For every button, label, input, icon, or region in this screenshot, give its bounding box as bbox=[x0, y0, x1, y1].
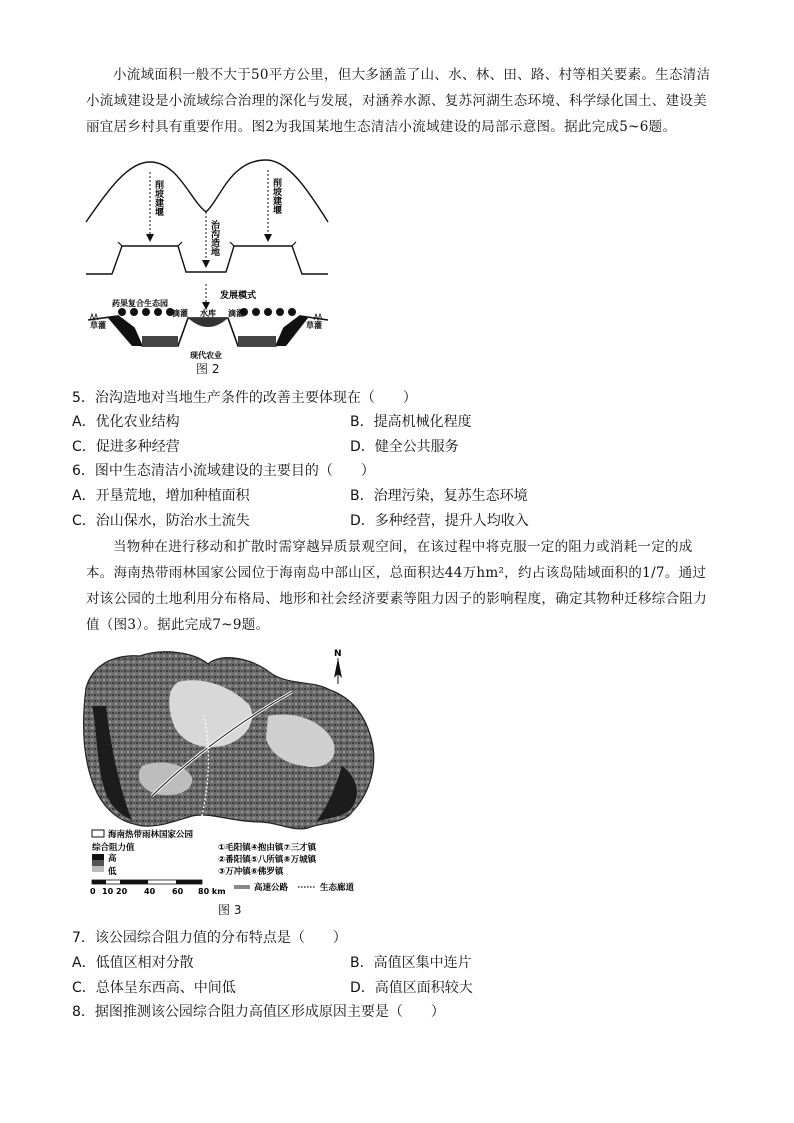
label-drip-bottom: 滴灌 bbox=[196, 329, 212, 338]
scale-tick-0: 0 bbox=[90, 887, 96, 896]
label-modern-agri: 现代农业 bbox=[190, 351, 222, 360]
q7-option-d[interactable]: D．高值区面积较大 bbox=[350, 980, 473, 996]
q7-option-b[interactable]: B．高值区集中连片 bbox=[350, 955, 472, 971]
question-7-stem: 7．该公园综合阻力值的分布特点是（ ） bbox=[72, 930, 347, 946]
label-shrub-left: 草灌 bbox=[90, 321, 106, 330]
scale-tick-2: 20 bbox=[116, 887, 128, 896]
label-cut-slope-left: 削坡建堰 bbox=[153, 180, 163, 216]
q6-option-a[interactable]: A．开垦荒地，增加种植面积 bbox=[72, 488, 250, 504]
label-gully-land: 治沟造地 bbox=[209, 220, 219, 256]
legend-resist-title: 综合阻力值 bbox=[92, 843, 135, 853]
figure-3-caption: 图 3 bbox=[218, 903, 242, 917]
label-drip-left: 滴灌 bbox=[172, 309, 188, 318]
q5-option-b[interactable]: B．提高机械化程度 bbox=[350, 414, 472, 430]
intro-passage-1: 小流域面积一般不大于50平方公里，但大多涵盖了山、水、林、田、路、村等相关要素。生态清洁小流域建设是小流域综合治理的深化与发展，对涵养水源、复苏河湖生态环境、科学绿化国土、建设美丽宜居乡村具有重要作用。图2为我国某地生态清洁小流域建设的局部示意图。据此完成5~6题。 bbox=[86, 67, 711, 135]
north-label: N bbox=[334, 649, 342, 659]
figure-2-caption: 图 2 bbox=[196, 362, 220, 376]
legend-corridor: 生态廊道 bbox=[320, 883, 355, 893]
question-5-stem: 5．治沟造地对当地生产条件的改善主要体现在（ ） bbox=[72, 390, 417, 406]
scale-tick-4: 60 bbox=[172, 887, 184, 896]
legend-highway: 高速公路 bbox=[254, 883, 289, 893]
figure-2-diagram bbox=[78, 150, 338, 372]
q6-option-b[interactable]: B．治理污染，复苏生态环境 bbox=[350, 488, 528, 504]
scale-tick-5: 80 km bbox=[198, 887, 226, 896]
scale-tick-1: 10 bbox=[102, 887, 114, 896]
legend-park-swatch bbox=[92, 830, 104, 837]
label-development-mode: 发展模式 bbox=[220, 291, 257, 301]
label-shrub-right: 草灌 bbox=[306, 321, 322, 330]
label-cut-slope-right: 削坡建堰 bbox=[271, 178, 281, 214]
q7-option-a[interactable]: A．低值区相对分散 bbox=[72, 955, 194, 971]
question-8-stem: 8．据图推测该公园综合阻力高值区形成原因主要是（ ） bbox=[72, 1004, 445, 1020]
q5-option-c[interactable]: C．促进多种经营 bbox=[72, 439, 180, 455]
legend-high: 高 bbox=[108, 854, 117, 864]
label-reservoir: 水库 bbox=[200, 309, 216, 318]
q7-option-c[interactable]: C．总体呈东西高、中间低 bbox=[72, 980, 236, 996]
figure-3-map bbox=[82, 646, 382, 902]
legend-towns-row1: ①毛阳镇④抱由镇⑦三才镇 bbox=[218, 843, 317, 853]
legend-towns-row2: ②番阳镇⑤八所镇⑧万城镇 bbox=[218, 855, 317, 865]
intro-passage-2: 当物种在进行移动和扩散时需穿越异质景观空间，在该过程中将克服一定的阻力或消耗一定的成本。海南热带雨林国家公园位于海南岛中部山区，总面积达44万hm²，约占该岛陆域面积的1/7。通过对该公园的土地利用分布格局、地形和社会经济要素等阻力因子的影响程度，确定其物种迁移综合阻力值（图3）。据此完成7~9题。 bbox=[86, 539, 707, 633]
q5-option-d[interactable]: D．健全公共服务 bbox=[350, 439, 459, 455]
legend-towns-row3: ③万冲镇⑥佛罗镇 bbox=[218, 867, 284, 877]
label-orchard: 药果复合生态园 bbox=[112, 299, 168, 308]
q6-option-d[interactable]: D．多种经营，提升人均收入 bbox=[350, 513, 529, 529]
q6-option-c[interactable]: C．治山保水，防治水土流失 bbox=[72, 513, 250, 529]
legend-low: 低 bbox=[108, 867, 117, 877]
label-drip-right: 滴灌 bbox=[228, 309, 244, 318]
legend-park-label: 海南热带雨林国家公园 bbox=[108, 830, 194, 840]
scale-tick-3: 40 bbox=[144, 887, 156, 896]
question-6-stem: 6．图中生态清洁小流域建设的主要目的（ ） bbox=[72, 463, 375, 479]
q5-option-a[interactable]: A．优化农业结构 bbox=[72, 414, 180, 430]
